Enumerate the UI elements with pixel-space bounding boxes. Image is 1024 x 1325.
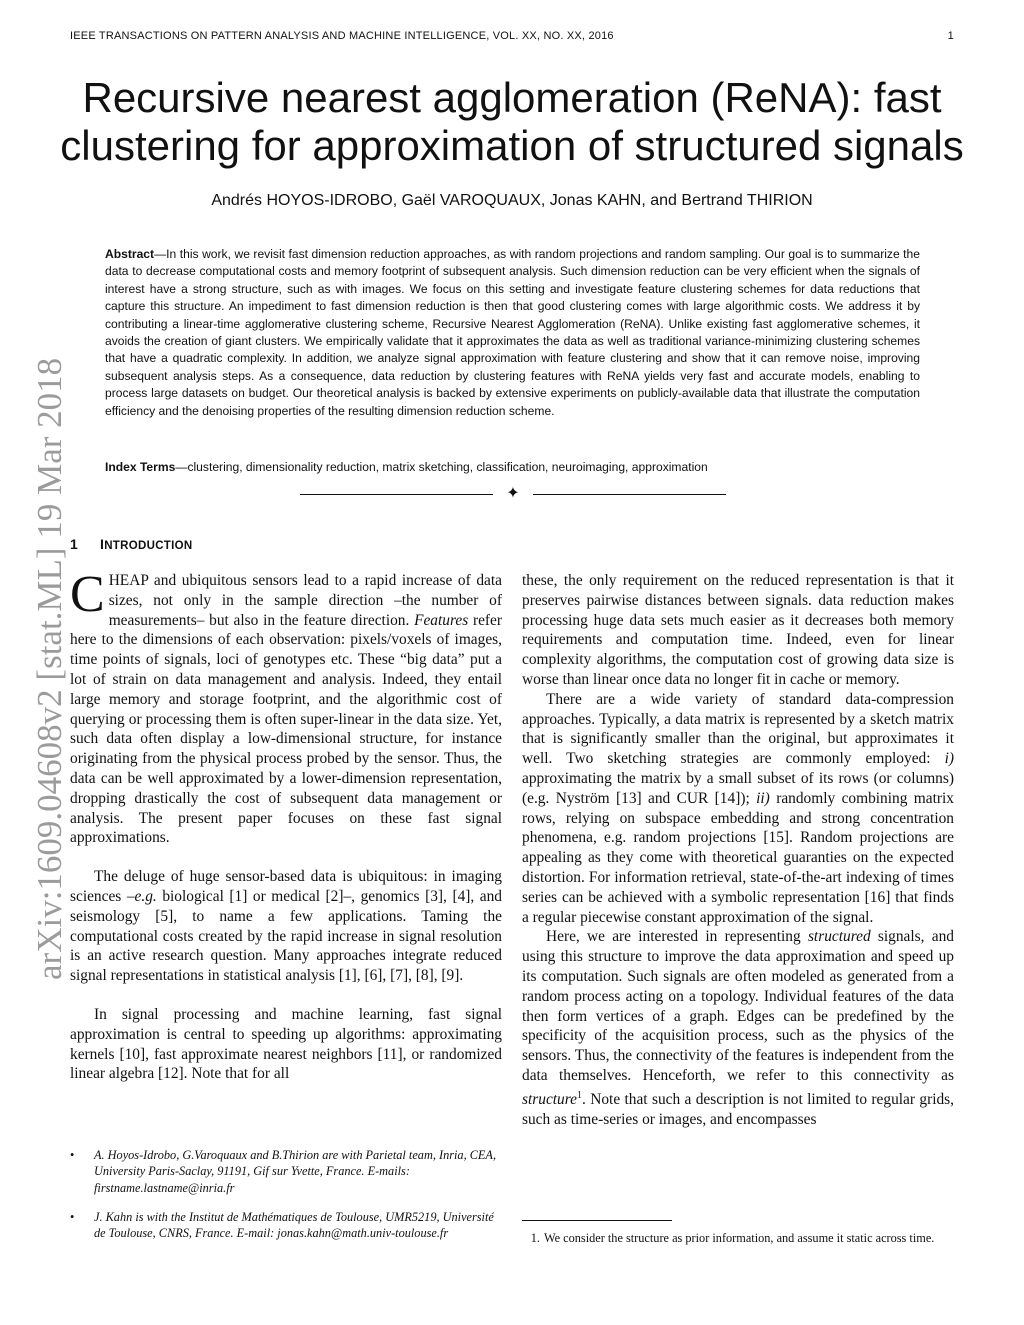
affiliation-text: A. Hoyos-Idrobo, G.Varoquaux and B.Thirion are with Parietal team, Inria, CEA, University Paris-Saclay, 91191, Gif sur Yvette, France. E-mails: firstname.lastname@inria.fr (94, 1148, 497, 1195)
affiliation-text: J. Kahn is with the Institut de Mathématiques de Toulouse, UMR5219, Université de Toulouse, CNRS, France. E-mail: jonas.kahn@math.univ-toulouse.fr (94, 1210, 494, 1241)
text-run: There are a wide variety of standard data-compression approaches. Typically, a data matrix is represented by a sketch matrix that is significantly smaller than the original, but approximates it well. Two sketching strategies are commonly employed: (522, 690, 954, 768)
text-run: The deluge of huge sensor-based data is ubiquitous: in imaging sciences – (70, 868, 502, 905)
paragraph: In signal processing and machine learning, fast signal approximation is central to speeding up algorithms: approximating kernels [10], fast approximate nearest neighbors [11], or randomized linear algebra [12]. Note that for all (70, 1005, 502, 1083)
title-line-1: Recursive nearest agglomeration (ReNA): fast (82, 74, 942, 121)
bullet-icon: • (70, 1148, 75, 1162)
paragraph (70, 566, 502, 848)
text-run: . Note that such a description is not limited to regular grids, such as time-series or images, and encompasses (522, 1090, 954, 1128)
footnote-rule-right (522, 1220, 672, 1221)
arxiv-identifier: arXiv:1609.04608v2 [stat.ML] 19 Mar 2018 (30, 357, 69, 980)
paragraph (70, 867, 502, 986)
divider-line-right (533, 494, 726, 495)
emphasis: structured (807, 928, 871, 946)
author-list: Andrés HOYOS-IDROBO, Gaël VAROQUAUX, Jonas KAHN, and Bertrand THIRION (211, 192, 813, 209)
abstract (105, 246, 920, 420)
text-run: HEAP and ubiquitous sensors lead to a rapid increase of data sizes, not only in the sample direction –the number of measurements– but also in the feature direction. (108, 572, 502, 629)
footnote-number: 1. (530, 1231, 540, 1245)
paragraph: these, the only requirement on the reduced representation is that it preserves pairwise distances between signals. data reduction makes processing huge data sets much easier as it decreases both memory requirements and computation time. Indeed, even for linear complexity algorithms, the computation cost of growing data size is worse than linear once data no longer fit in cache or memory. (522, 572, 954, 688)
left-column (70, 566, 503, 1084)
section-initial: I (100, 536, 105, 552)
right-column (522, 571, 954, 1129)
index-terms (105, 459, 920, 476)
divider-star-icon: ✦ (506, 485, 520, 502)
section-heading-introduction (70, 536, 470, 552)
text-run: Here, we are interested in representing (546, 928, 808, 946)
section-divider (300, 484, 726, 504)
abstract-label: Abstract (105, 247, 155, 261)
abstract-text: —In this work, we revisit fast dimension reduction approaches, as with random projections and random sampling. Our goal is to summarize the data to decrease computational costs and memory footprint of subsequent analysis. Such dimension reduction can be very efficient when the signals of interest have a strong structure, such as with images. We focus on this setting and investigate feature clustering schemes for data reductions that capture this structure. An impediment to fast dimension reduction is then that good clustering comes with large algorithmic costs. We address it by contributing a linear-time agglomerative clustering scheme, Recursive Nearest Agglomeration (ReNA). Unlike existing fast agglomerative schemes, it avoids the creation of giant clusters. We empirically validate that it approximates the data as well as traditional variance-minimizing clustering schemes that have a quadratic complexity. In addition, we analyze signal approximation with feature clustering and show that it can remove noise, improving subsequent analysis steps. As a consequence, data reduction by clustering features with ReNA yields very fast and accurate models, enabling to process large datasets on budget. Our theoretical analysis is backed by extensive experiments on publicly-available data that illustrate the computation efficiency and the denoising properties of the resulting dimension reduction scheme. (105, 247, 920, 418)
divider-line-left (300, 494, 493, 495)
drop-cap: C (70, 566, 105, 623)
footnote (522, 1230, 954, 1246)
emphasis: i) (944, 750, 954, 768)
paragraph (522, 690, 954, 928)
index-terms-label: Index Terms (105, 460, 176, 474)
bullet-icon: • (70, 1210, 75, 1224)
footnote-marker[interactable]: 1 (577, 1089, 583, 1101)
emphasis: ii) (756, 789, 770, 807)
text-run: signals, and using this structure to improve the data approximation and speed up its computation. Such signals are often modeled as generated from a random process acting on a topology. Individual features of the data then form vertices of a graph. Edges can be predefined by the specificity of the acquisition process, such as the physics of the sensors. Thus, the connectivity of the features is independent from the data themselves. Henceforth, we refer to this connectivity as (522, 928, 954, 1084)
affiliation-note (70, 1147, 502, 1196)
text-run: randomly combining matrix rows, relying on subspace embedding and strong concentration phenomena, e.g. random projections [15]. Random projections are appealing as they come with theoretical guaranties on the expected distortion. For information retrieval, state-of-the-art indexing of times series can be achieved with a symbolic representation [16] that finds a regular piecewise constant approximation of the signal. (522, 789, 954, 926)
affiliation-note (70, 1209, 502, 1242)
emphasis: Features (414, 611, 469, 629)
text-run: approximating the matrix by a small subset of its rows (or columns) (e.g. Nyström [13] and CUR [14]); (522, 769, 954, 807)
emphasis: e.g. (134, 887, 157, 905)
running-header (70, 30, 954, 42)
page-number: 1 (947, 30, 954, 42)
section-number: 1 (70, 536, 79, 552)
paragraph (522, 927, 954, 1129)
section-title-rest: NTRODUCTION (104, 540, 193, 552)
text-run: refer here to the dimensions of each observation: pixels/voxels of images, time points of signals, loci of genotypes etc. These “big data” put a lot of strain on data management and analysis. Indeed, they entail large memory and storage footprint, and the algorithmic cost of querying or processing them is often super-linear in the data size. Yet, such data often display a low-dimensional structure, for instance originating from the physical process probed by the sensor. Thus, the data can be well approximated by a lower-dimension representation, dropping drastically the cost of subsequent data management or analysis. The present paper focuses on these fast signal approximations. (70, 611, 502, 847)
journal-name: IEEE TRANSACTIONS ON PATTERN ANALYSIS AND MACHINE INTELLIGENCE, VOL. XX, NO. XX, 2016 (70, 30, 614, 42)
emphasis: structure (522, 1090, 578, 1108)
footnote-text: We consider the structure as prior information, and assume it static across time. (544, 1231, 935, 1245)
index-terms-text: —clustering, dimensionality reduction, matrix sketching, classification, neuroimaging, approximation (175, 460, 708, 474)
paper-title (40, 74, 984, 170)
text-run: biological [1] or medical [2]–, genomics [3], [4], and seismology [5], to name a few applications. Taming the computational costs created by the rapid increase in signal resolution is an active research question. Many approaches integrate reduced signal representations in statistical analysis [1], [6], [7], [8], [9]. (70, 887, 503, 985)
title-line-2: clustering for approximation of structured signals (60, 122, 964, 169)
